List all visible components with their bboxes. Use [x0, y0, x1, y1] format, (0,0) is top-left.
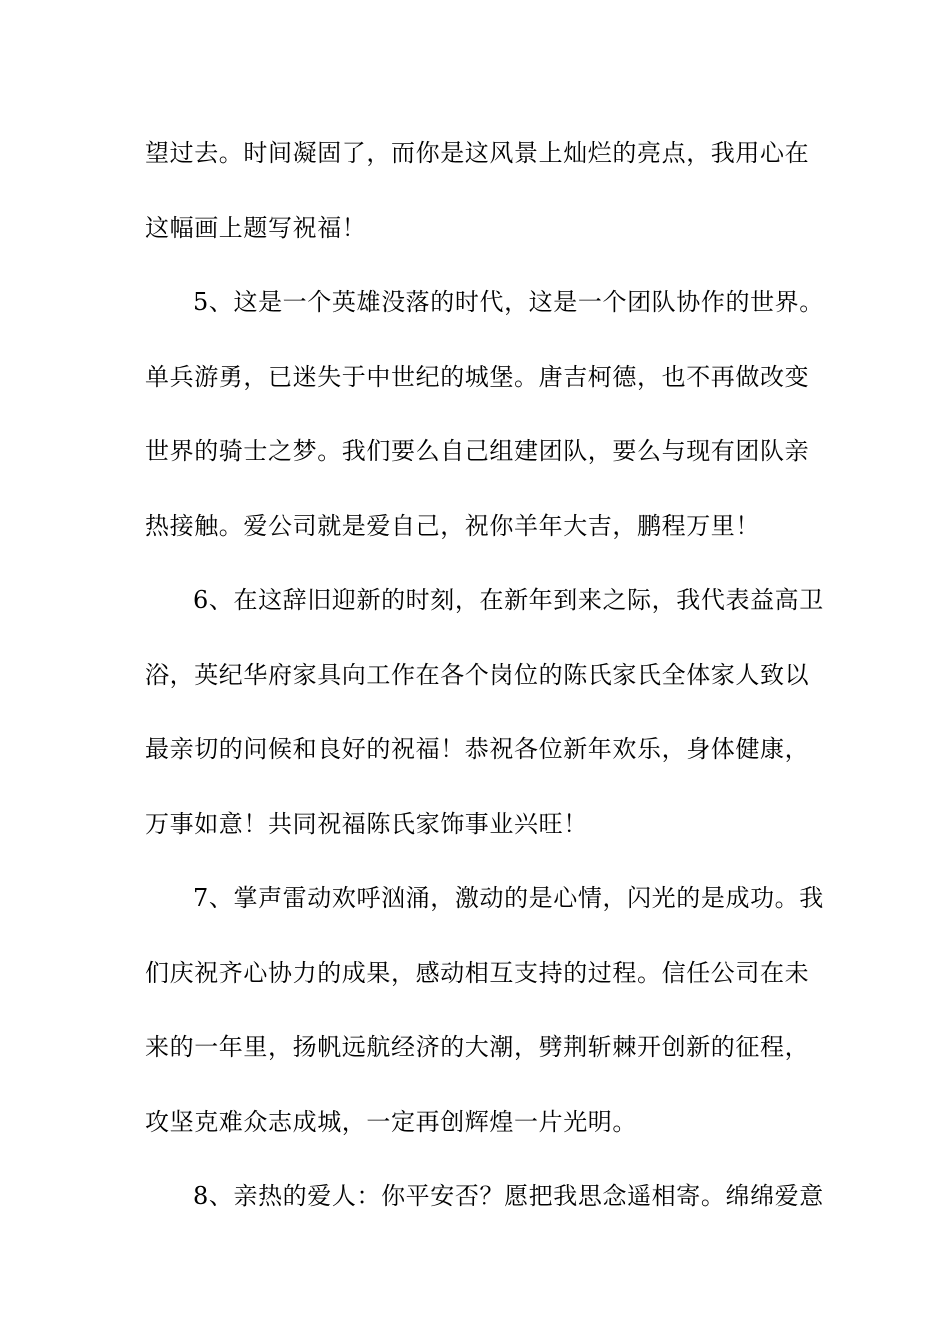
text-line: 望过去。时间凝固了，而你是这风景上灿烂的亮点，我用心在 — [145, 139, 810, 167]
paragraph-start-line: 7、掌声雷动欢呼汹涌，激动的是心情，闪光的是成功。我 — [193, 884, 824, 912]
paragraph-start-line: 8、亲热的爱人：你平安否？愿把我思念遥相寄。绵绵爱意 — [193, 1182, 824, 1210]
text-line: 单兵游勇，已迷失于中世纪的城堡。唐吉柯德，也不再做改变 — [145, 362, 810, 391]
text-line: 们庆祝齐心协力的成果，感动相互支持的过程。信任公司在未 — [145, 958, 810, 987]
text-line: 最亲切的问候和良好的祝福！恭祝各位新年欢乐，身体健康， — [145, 735, 810, 763]
text-line: 攻坚克难众志成城，一定再创辉煌一片光明。 — [145, 1107, 637, 1136]
text-line: 世界的骑士之梦。我们要么自己组建团队，要么与现有团队亲 — [145, 437, 810, 465]
text-line: 万事如意！共同祝福陈氏家饰事业兴旺！ — [145, 809, 588, 838]
document-body — [145, 126, 824, 1244]
paragraph-start-line: 5、这是一个英雄没落的时代，这是一个团队协作的世界。 — [193, 288, 824, 316]
text-line: 热接触。爱公司就是爱自己，祝你羊年大吉，鹏程万里！ — [145, 511, 760, 540]
text-line: 这幅画上题写祝福！ — [145, 213, 367, 242]
paragraph-start-line: 6、在这辞旧迎新的时刻，在新年到来之际，我代表益高卫 — [193, 586, 824, 614]
text-line: 浴，英纪华府家具向工作在各个岗位的陈氏家氏全体家人致以 — [145, 660, 810, 689]
text-line: 来的一年里，扬帆远航经济的大潮，劈荆斩棘开创新的征程， — [145, 1033, 810, 1061]
